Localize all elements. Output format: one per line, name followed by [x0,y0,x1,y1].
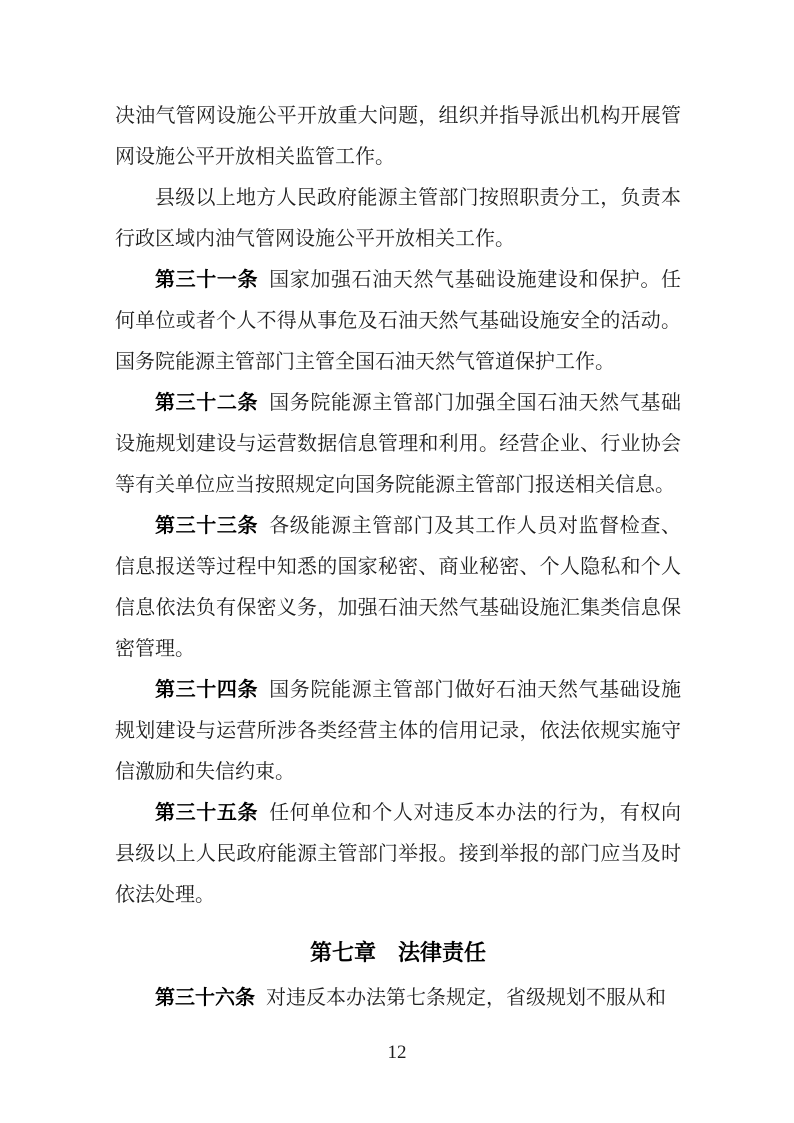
paragraph-article-35 [115,793,681,916]
article-text: 国家加强石油天然气基础设施建设和保护。任何单位或者个人不得从事危及石油天然气基础设施安全的活动。国务院能源主管部门主管全国石油天然气管道保护工作。 [115,269,681,373]
document-content [115,96,681,1019]
paragraph-article-34 [115,670,681,793]
article-text: 各级能源主管部门及其工作人员对监督检查、信息报送等过程中知悉的国家秘密、商业秘密、个人隐私和个人信息依法负有保密义务，加强石油天然气基础设施汇集类信息保密管理。 [115,515,681,660]
article-number: 第三十三条 [155,515,259,537]
article-text: 国务院能源主管部门做好石油天然气基础设施规划建设与运营所涉各类经营主体的信用记录，依法依规实施守信激励和失信约束。 [115,679,681,783]
article-number: 第三十四条 [155,679,259,701]
paragraph [115,96,681,178]
article-text: 任何单位和个人对违反本办法的行为，有权向县级以上人民政府能源主管部门举报。接到举报的部门应当及时依法处理。 [115,802,681,906]
chapter-heading: 第七章 法律责任 [309,940,486,965]
paragraph-text: 县级以上地方人民政府能源主管部门按照职责分工，负责本行政区域内油气管网设施公平开放相关工作。 [115,187,681,250]
paragraph-text: 决油气管网设施公平开放重大问题，组织并指导派出机构开展管网设施公平开放相关监管工作。 [115,105,681,168]
page-number: 12 [387,1042,407,1063]
article-number: 第三十六条 [155,987,255,1009]
article-text: 对违反本办法第七条规定，省级规划不服从和 [266,987,666,1009]
page-footer [0,1038,794,1068]
paragraph [115,178,681,260]
paragraph-article-33 [115,506,681,670]
paragraph-article-32 [115,383,681,506]
article-number: 第三十一条 [155,269,259,291]
paragraph-article-36 [115,978,681,1019]
article-text: 国务院能源主管部门加强全国石油天然气基础设施规划建设与运营数据信息管理和利用。经营企业、行业协会等有关单位应当按照规定向国务院能源主管部门报送相关信息。 [115,392,681,496]
paragraph-article-31 [115,260,681,383]
article-number: 第三十二条 [155,392,259,414]
article-number: 第三十五条 [155,802,259,824]
